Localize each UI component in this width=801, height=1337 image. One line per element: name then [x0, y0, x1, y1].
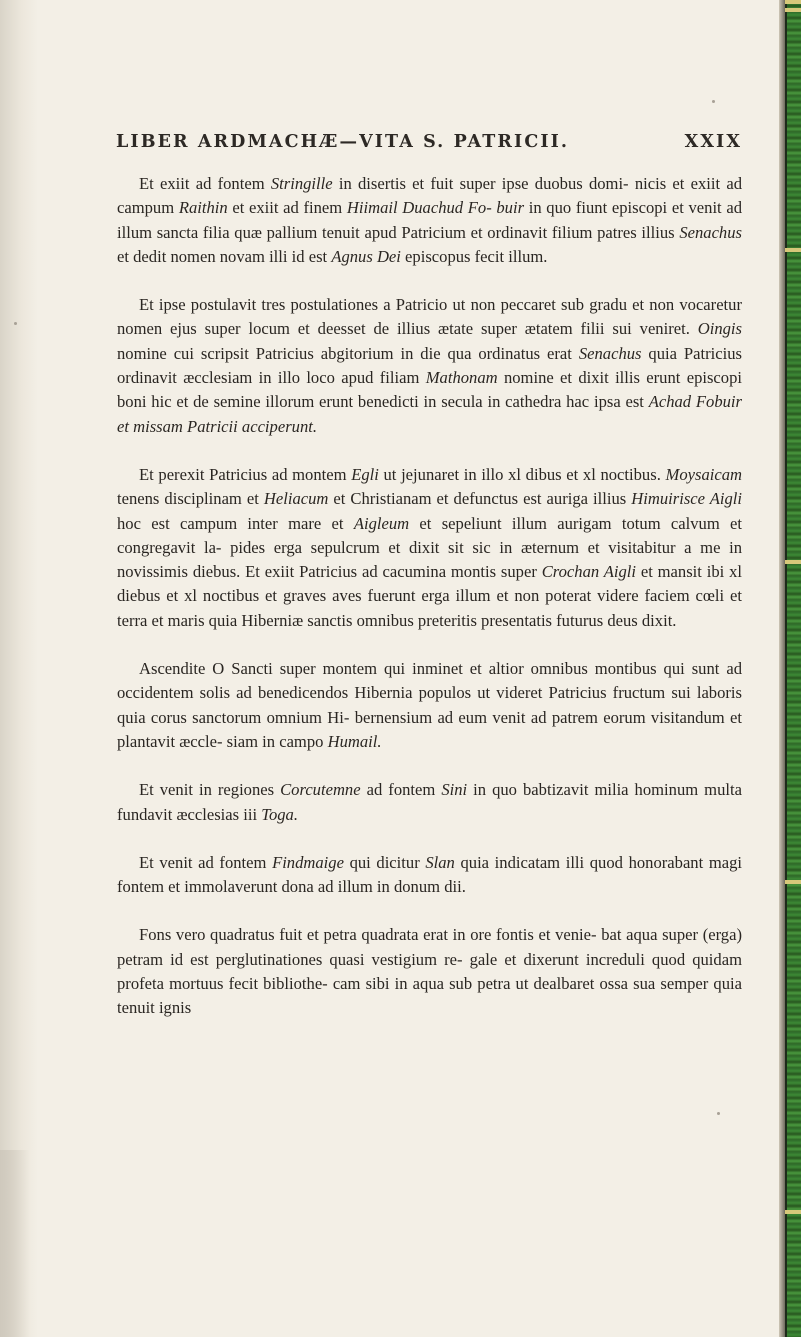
italic-term: Himuirisce Aigli [631, 489, 742, 509]
italic-term: Toga. [261, 804, 298, 824]
binding-band [785, 1210, 801, 1214]
page-gutter-shadow-lower [0, 1150, 30, 1337]
text-run: in disertis et fuit super ipse duobus domi- nicis et exiit ad campum [117, 174, 742, 218]
text-run: et mansit ibi xl diebus et xl noctibus et graves aves fuerunt erga illum et non poterat videre faciem cœli et terra et maris quia Hiberniæ sanctis omnibus preteritis presentatis futurus deus dixit. [117, 562, 742, 630]
italic-term: Aigleum [353, 513, 410, 533]
paragraph [117, 778, 742, 827]
text-run: Et venit in regiones [139, 780, 281, 800]
italic-term: Corcutemne [280, 780, 361, 800]
paragraph [117, 851, 742, 900]
text-run: et dedit nomen novam illi id est [117, 246, 332, 266]
italic-term: Hiimail Duachud Fo- buir [346, 198, 525, 218]
paragraph [117, 172, 742, 269]
paragraph [117, 463, 742, 633]
italic-term: Senachus [679, 222, 742, 242]
binding-band [785, 560, 801, 564]
text-run: Et exiit ad fontem [139, 174, 271, 193]
binding-band [785, 248, 801, 252]
body-text [117, 172, 742, 1021]
text-run: hoc est campum inter mare et [117, 513, 354, 533]
running-head-title: LIBER ARDMACHÆ—VITA S. PATRICII. [116, 132, 570, 152]
text-run: nomine et dixit illis erunt episcopi boni hic et de semine illorum erunt benedicti in secula in cathedra hac ipsa est [117, 368, 742, 412]
text-run: ut jejunaret in illo xl dibus et xl noctibus. [378, 464, 666, 484]
paragraph [117, 293, 742, 439]
text-run: nomine cui scripsit Patricius abgitorium in die qua ordinatus erat [117, 343, 579, 363]
text-run: Fons vero quadratus fuit et petra quadrata erat in ore fontis et venie- bat aqua super (erga) petram id est perglutinationes quasi vestigium re- gale et dixerunt increduli quod quidam profeta mortuus fecit bibliothe- cam sibi in aqua sub petra ut dealbaret ossa sua semper quia tenuit ignis [117, 925, 742, 1018]
italic-term: Moysaicam [665, 464, 742, 484]
binding-band [785, 8, 801, 12]
italic-term: Agnus Dei [331, 246, 401, 266]
paragraph [117, 923, 742, 1020]
text-run: Ascendite O Sancti super montem qui inminet et altior omnibus montibus qui sunt ad occidentem solis ad benedicendos Hibernia populos ut videret Patricius fructum sui laboris quia corus sanctorum omnium Hi- bernensium ad eum venit ad patrem eorum visitandum et plantavit æccle- siam in campo [117, 659, 742, 751]
italic-term: Crochan Aigli [541, 562, 636, 582]
text-run: et sepeliunt illum aurigam totum calvum et congregavit la- pides erga sepulcrum et dixit sit sic in æternum et visitabitur a me in novissimis diebus. Et exiit Patricius ad cacumina montis super [117, 513, 742, 582]
text-run: qui dicitur [343, 852, 426, 872]
text-run: tenens disciplinam et [117, 489, 264, 509]
text-run: episcopus fecit illum. [400, 246, 548, 266]
text-run: quia Patricius ordinavit æcclesiam in illo loco apud filiam [117, 343, 742, 388]
paper-speck [712, 100, 715, 103]
text-run: et exiit ad finem [227, 198, 347, 218]
italic-term: Humail. [327, 731, 382, 751]
text-run: ad fontem [360, 780, 442, 800]
binding-band [785, 880, 801, 884]
text-run: quia indicatam illi quod honorabant magi fontem et immolaverunt dona ad illum in donum dii. [117, 852, 743, 897]
italic-term: Findmaige [272, 852, 344, 872]
italic-term: Slan [425, 852, 455, 872]
text-run: et Christianam et defunctus est auriga illius [328, 489, 632, 509]
text-run: Et ipse postulavit tres postulationes a Patricio ut non peccaret sub gradu et non vocaretur nomen ejus super locum et deesset de illius ætate super ætatem filii sui veniret. [117, 295, 742, 339]
italic-term: Mathonam [425, 368, 498, 388]
page-number: XXIX [684, 132, 742, 152]
italic-term: Stringille [270, 174, 333, 193]
italic-term: Oingis [697, 319, 742, 339]
page-gutter-shadow [0, 0, 38, 1337]
text-run: in quo babtizavit milia hominum multa fundavit æcclesias iii [117, 780, 742, 824]
italic-term: Raithin [178, 198, 228, 218]
text-run: in quo fiunt episcopi et venit ad illum sancta filia quæ pallium tenuit apud Patricium et ordinavit filium patres illius [117, 198, 742, 242]
italic-term: Sini [441, 780, 468, 800]
binding-band [785, 0, 801, 4]
italic-term: Achad Fobuir et missam Patricii acciperunt. [117, 392, 742, 436]
paragraph [117, 657, 742, 754]
running-head [116, 132, 742, 156]
paper-speck [717, 1112, 720, 1115]
italic-term: Heliacum [263, 489, 329, 509]
paper-speck [14, 322, 17, 325]
text-run: Et perexit Patricius ad montem [139, 464, 352, 484]
book-binding-edge [785, 0, 801, 1337]
italic-term: Senachus [578, 343, 642, 363]
italic-term: Egli [351, 464, 379, 484]
text-run: Et venit ad fontem [139, 852, 273, 872]
